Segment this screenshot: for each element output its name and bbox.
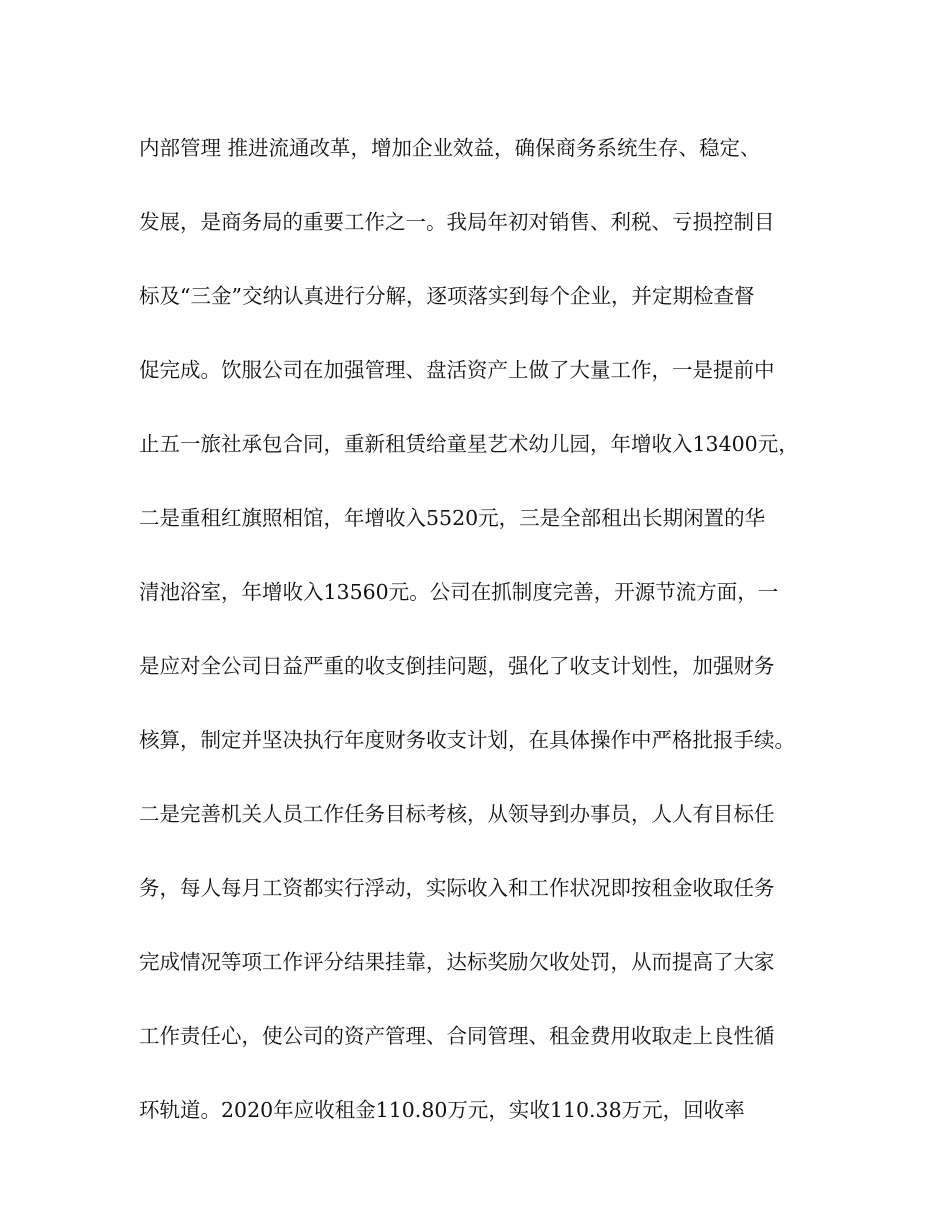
text-line-1: 内部管理 推进流通改革，增加企业效益，确保商务系统生存、稳定、: [139, 136, 761, 160]
text-line-6: 二是重租红旗照相馆，年增收入5520元，三是全部租出长期闲置的华: [139, 506, 766, 530]
text-line-4: 促完成。饮服公司在加强管理、盘活资产上做了大量工作，一是提前中: [139, 358, 775, 382]
text-line-10: 二是完善机关人员工作任务目标考核，从领导到办事员，人人有目标任: [139, 802, 775, 826]
text-line-5: 止五一旅社承包合同，重新租赁给童星艺术幼儿园，年增收入13400元，: [139, 432, 799, 456]
text-line-14: 环轨道。2020年应收租金110.80万元，实收110.38万元，回收率: [139, 1098, 745, 1122]
text-line-3: 标及“三金”交纳认真进行分解，逐项落实到每个企业，并定期检查督: [139, 284, 755, 308]
text-line-13: 工作责任心，使公司的资产管理、合同管理、租金费用收取走上良性循: [139, 1024, 775, 1048]
text-line-8: 是应对全公司日益严重的收支倒挂问题，强化了收支计划性，加强财务: [139, 654, 775, 678]
text-line-9: 核算，制定并坚决执行年度财务收支计划，在具体操作中严格批报手续。: [139, 728, 795, 752]
text-line-2: 发展，是商务局的重要工作之一。我局年初对销售、利税、亏损控制目: [139, 210, 775, 234]
text-line-12: 完成情况等项工作评分结果挂靠，达标奖励欠收处罚，从而提高了大家: [139, 950, 775, 974]
text-line-11: 务，每人每月工资都实行浮动，实际收入和工作状况即按租金收取任务: [139, 876, 775, 900]
body-text: [139, 124, 839, 1160]
text-line-7: 清池浴室，年增收入13560元。公司在抓制度完善，开源节流方面，一: [139, 580, 779, 604]
